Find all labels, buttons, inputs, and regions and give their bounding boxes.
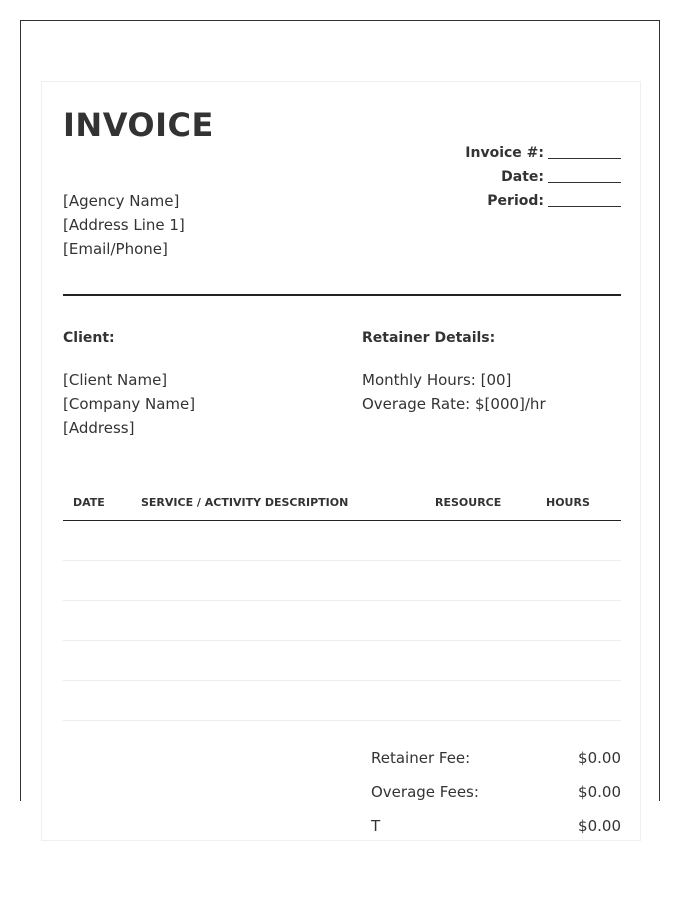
invoice-number-blank[interactable] — [548, 144, 621, 159]
invoice-number-label: Invoice #: — [465, 145, 544, 161]
agency-info — [63, 189, 185, 261]
overage-fees-label: Overage Fees: — [371, 783, 479, 801]
invoice-meta — [465, 141, 621, 213]
agency-contact: [Email/Phone] — [63, 240, 168, 258]
total-value: $0.00 — [578, 817, 621, 835]
table-row[interactable] — [63, 601, 621, 641]
table-row[interactable] — [63, 521, 621, 561]
agency-name: [Agency Name] — [63, 192, 180, 210]
overage-fees-row — [371, 773, 621, 807]
invoice-date-row — [465, 165, 621, 189]
document-frame — [20, 20, 660, 835]
agency-address: [Address Line 1] — [63, 216, 185, 234]
retainer-fee-row — [371, 739, 621, 773]
header-divider — [63, 294, 621, 296]
invoice-number-row — [465, 141, 621, 165]
invoice-date-blank[interactable] — [548, 168, 621, 183]
invoice-period-label: Period: — [487, 193, 544, 209]
retainer-overage-rate: Overage Rate: $[000]/hr — [362, 395, 546, 413]
activity-table — [63, 483, 621, 721]
client-heading: Client: — [63, 330, 115, 346]
retainer-fee-label: Retainer Fee: — [371, 749, 471, 767]
retainer-monthly-hours: Monthly Hours: [00] — [362, 371, 512, 389]
overage-fees-value: $0.00 — [578, 783, 621, 801]
total-label: T — [371, 817, 381, 835]
retainer-fee-value: $0.00 — [578, 749, 621, 767]
retainer-heading: Retainer Details: — [362, 330, 496, 346]
table-row[interactable] — [63, 561, 621, 601]
total-row — [371, 807, 621, 841]
retainer-info — [362, 368, 546, 416]
table-row[interactable] — [63, 681, 621, 721]
column-header-resource: RESOURCE — [435, 496, 502, 509]
totals-section — [371, 739, 621, 841]
column-header-hours: HOURS — [546, 496, 590, 509]
client-info — [63, 368, 195, 440]
invoice-period-blank[interactable] — [548, 192, 621, 207]
invoice-period-row — [465, 189, 621, 213]
column-header-date: DATE — [73, 496, 105, 509]
invoice-date-label: Date: — [501, 169, 544, 185]
invoice-title: INVOICE — [63, 106, 214, 144]
column-header-description: SERVICE / ACTIVITY DESCRIPTION — [141, 496, 349, 509]
table-header — [63, 483, 621, 521]
client-company: [Company Name] — [63, 395, 196, 413]
client-name: [Client Name] — [63, 371, 168, 389]
client-address: [Address] — [63, 419, 135, 437]
table-row[interactable] — [63, 641, 621, 681]
